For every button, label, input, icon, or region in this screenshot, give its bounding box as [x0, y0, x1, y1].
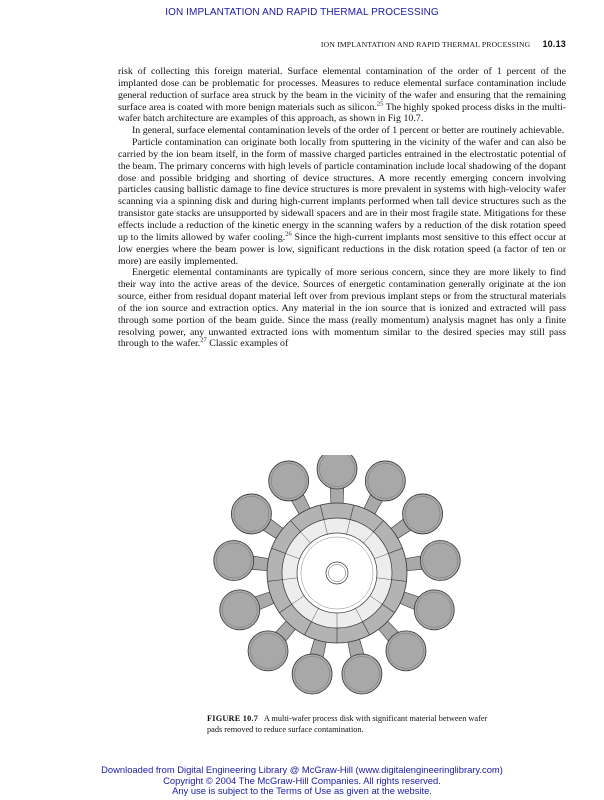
paragraph-surface-levels — [118, 125, 566, 137]
wafer-pad — [420, 540, 460, 580]
page-number: 10.13 — [542, 39, 566, 49]
figure-caption — [207, 714, 497, 735]
paragraph-text: Classic examples of — [206, 338, 289, 350]
paragraph-particle-contamination — [118, 137, 566, 267]
paragraph-text: Particle contamination can originate both locally from sputtering in the vicinity of the wafer and can also be carried by the ion beam itself, in the form of massive charged particles entrained in the electrostatic potential of the beam. The primary concerns with high levels of particle contamination include local shadowing of the dopant dose and possible bridging and shorting of device structures. A more recently emerging concern involving particles causing ballistic damage to fine device structures is more prevalent in systems with high-velocity wafer scanning via a spinning disk and during high-current implants performed when tall device structures such as the transistor gate stacks are unsupported by sidewall spacers and are in their most fragile state. Mitigations for these effects include a reduction of the kinetic energy in the scanning wafers by a reduction of the disk rotation speed up to the limits allowed by wafer cooling. — [118, 137, 566, 243]
wafer-pad — [317, 455, 357, 489]
download-footer — [0, 765, 604, 797]
figure-process-disk — [207, 455, 467, 713]
footnote-ref-26: 26 — [285, 230, 292, 238]
figure-label: FIGURE 10.7 — [207, 714, 259, 723]
body-text — [118, 66, 566, 350]
paragraph-text: Energetic elemental contaminants are typically of more serious concern, since they are more likely to find their way into the active areas of the device. Sources of energetic contamination generally originate at the ion source, either from residual dopant material left over from previous implant steps or from the structural materials of the ion source and extraction optics. Any material in the ion source that is ionized and extracted will pass through some portion of the beam guide. Since the mass (really momentum) analysis magnet has only a finite resolving power, any unwanted extracted ions with momentum similar to the desired species may still pass through to the wafer. — [118, 267, 566, 350]
wafer-pad — [403, 494, 443, 534]
footnote-ref-27: 27 — [200, 337, 207, 345]
disk-center-hole — [326, 562, 348, 584]
wafer-pad — [386, 631, 426, 671]
wafer-pad — [292, 654, 332, 694]
wafer-pad — [214, 540, 254, 580]
wafer-pad — [248, 631, 288, 671]
process-disk-illustration — [207, 455, 467, 713]
figure-caption-text: A multi-wafer process disk with significant material between wafer pads removed to reduce surface contamination. — [207, 714, 488, 734]
wafer-pad — [342, 654, 382, 694]
running-head-title: ION IMPLANTATION AND RAPID THERMAL PROCESSING — [320, 40, 531, 49]
running-head — [118, 39, 566, 49]
paragraph-energetic-contaminants — [118, 267, 566, 350]
wafer-pad — [414, 590, 454, 630]
footer-copyright-line: Copyright © 2004 The McGraw-Hill Companies. All rights reserved. — [163, 774, 441, 786]
footer-terms-line: Any use is subject to the Terms of Use as given at the website. — [172, 785, 432, 796]
paragraph-text: The highly spoked process disks in the multi-wafer batch architecture are examples of this approach, as shown in Fig 10.7. — [118, 101, 566, 125]
wafer-pad — [220, 590, 260, 630]
paragraph-text: Since the high-current implants most sensitive to this effect occur at low energies where the beam power is low, significant reductions in the disk rotation speed (a factor of ten or more) are easily implemented. — [118, 231, 566, 267]
paragraph-text: risk of collecting this foreign material. Surface elemental contamination of the order of 1 percent of the implanted dose can be problematic for processes. Measures to reduce elemental surface contamination include general reduction of surface area struck by the beam in the vicinity of the wafer and ensuring that the remaining surface area is coated with more benign materials such as silicon. — [118, 66, 566, 113]
document-banner: ION IMPLANTATION AND RAPID THERMAL PROCESSING — [165, 7, 439, 18]
wafer-pad — [365, 461, 405, 501]
paragraph-text: In general, surface elemental contamination levels of the order of 1 percent or better are routinely achievable. — [132, 125, 565, 137]
paragraph-continuation — [118, 66, 566, 125]
wafer-pad — [269, 461, 309, 501]
wafer-pad — [231, 494, 271, 534]
footer-download-line: Downloaded from Digital Engineering Library @ McGraw-Hill (www.digitalengineeringlibrary.com) — [101, 764, 503, 775]
footnote-ref-25: 25 — [376, 100, 384, 108]
